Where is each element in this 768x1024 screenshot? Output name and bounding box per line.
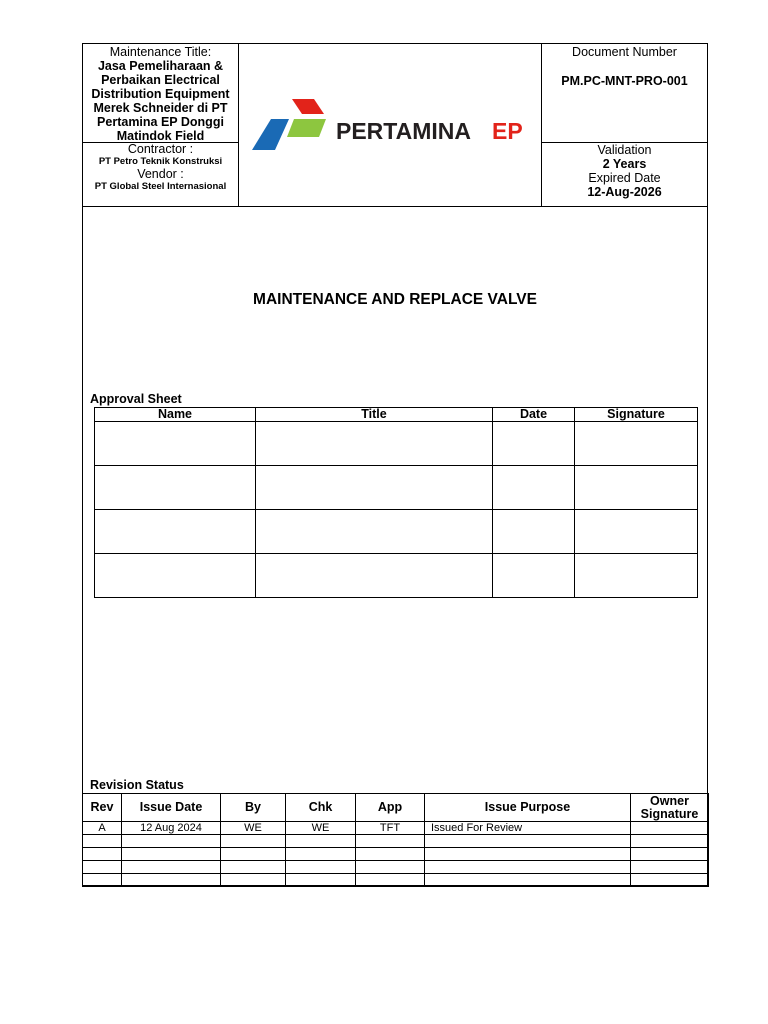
revision-row-empty [83, 835, 709, 848]
contractor-cell [83, 143, 239, 206]
revision-row [83, 822, 709, 835]
revision-status-label: Revision Status [90, 778, 184, 792]
approval-col-date: Date [493, 408, 575, 422]
revision-issue-purpose: Issued For Review [425, 822, 631, 835]
revision-col-app: App [356, 794, 425, 822]
revision-col-chk: Chk [286, 794, 356, 822]
validation-label: Validation [597, 143, 652, 157]
logo-text-ep: EP [492, 118, 523, 144]
revision-col-issue-purpose: Issue Purpose [425, 794, 631, 822]
document-title: MAINTENANCE AND REPLACE VALVE [253, 291, 537, 308]
vendor-value: PT Global Steel Internasional [94, 181, 227, 192]
maintenance-title-value: Jasa Pemeliharaan & Perbaikan Electrical Distribution Equipment Merek Schneider di PT Pertamina EP Donggi Matindok Field [91, 59, 230, 143]
expired-date-label: Expired Date [588, 171, 661, 185]
company-logo [239, 44, 541, 206]
revision-chk: WE [286, 822, 356, 835]
logo-text: PERTAMINA [336, 118, 472, 144]
revision-issue-date: 12 Aug 2024 [122, 822, 221, 835]
contractor-value: PT Petro Teknik Konstruksi [98, 156, 223, 167]
document-number-cell [541, 44, 707, 143]
document-number-value: PM.PC-MNT-PRO-001 [561, 74, 688, 88]
revision-col-rev: Rev [83, 794, 122, 822]
document-number-label: Document Number [572, 45, 677, 59]
document-page [82, 43, 708, 886]
revision-col-by: By [221, 794, 286, 822]
approval-col-signature: Signature [575, 408, 698, 422]
revision-app: TFT [356, 822, 425, 835]
document-header [83, 44, 707, 207]
vendor-label: Vendor : [137, 167, 184, 181]
revision-row-empty [83, 874, 709, 887]
maintenance-title-cell [83, 44, 239, 143]
expired-date-value: 12-Aug-2026 [587, 185, 662, 199]
approval-sheet-label: Approval Sheet [90, 392, 182, 406]
maintenance-title-label: Maintenance Title: [109, 45, 212, 59]
validation-value: 2 Years [602, 157, 647, 171]
approval-table [94, 407, 698, 598]
approval-col-name: Name [95, 408, 256, 422]
validation-cell [541, 143, 707, 206]
approval-col-title: Title [256, 408, 493, 422]
pertamina-logo-icon [239, 44, 541, 206]
contractor-label: Contractor : [127, 142, 194, 156]
revision-rev: A [83, 822, 122, 835]
approval-row [95, 554, 698, 598]
approval-row [95, 422, 698, 466]
revision-by: WE [221, 822, 286, 835]
approval-row [95, 466, 698, 510]
revision-col-owner-signature: Owner Signature [631, 794, 709, 822]
revision-table [82, 793, 709, 887]
approval-row [95, 510, 698, 554]
revision-row-empty [83, 848, 709, 861]
revision-row-empty [83, 861, 709, 874]
revision-owner-signature [631, 822, 709, 835]
revision-col-issue-date: Issue Date [122, 794, 221, 822]
